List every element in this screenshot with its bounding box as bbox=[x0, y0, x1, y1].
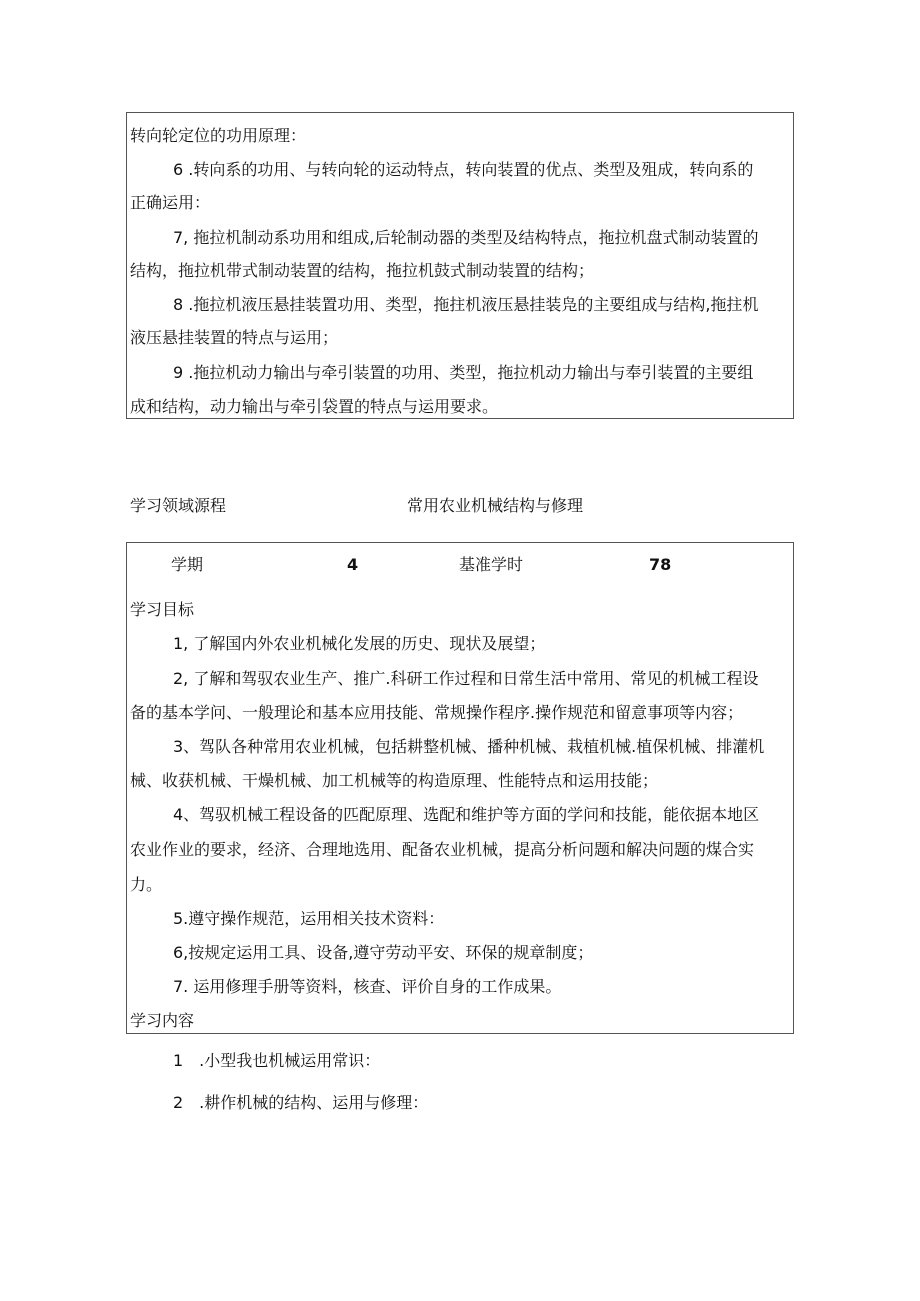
objective-line: 农业作业的要求，经济、合理地选用、配备农业机械，提高分析问题和解决问题的煤合实 bbox=[130, 840, 755, 859]
objective-line: 5.遵守操作规范，运用相关技术资料： bbox=[173, 909, 445, 928]
text-line: 成和结构，动力输出与牵引袋置的特点与运用要求。 bbox=[130, 397, 499, 416]
text-line: 结构，拖拉机带式制动装置的结构，拖拉机鼓式制动装置的结构； bbox=[130, 261, 595, 280]
text-line: 8 .拖拉机液压悬挂装置功用、类型，拖拄机液压悬挂装凫的主要组成与结构,拖拄机 bbox=[173, 295, 759, 314]
text-line: 转向轮定位的功用原理： bbox=[130, 126, 307, 145]
content-heading: 学习内容 bbox=[130, 1011, 195, 1030]
text-line: 液压悬挂装置的特点与运用； bbox=[130, 328, 339, 347]
content-item: 2 .耕作机械的结构、运用与修理： bbox=[173, 1093, 429, 1112]
objective-line: 械、收获机械、干燥机械、加工机械等的构造原理、性能特点和运用技能； bbox=[130, 771, 659, 790]
objective-line: 1, 了解国内外农业机械化发展的历史、现状及展望； bbox=[173, 634, 546, 653]
content-item: 1 .小型我也机械运用常识： bbox=[173, 1051, 381, 1070]
objective-line: 3、驾队各种常用农业机械，包括耕整机械、播种机械、栽植机械.植保机械、排灌机 bbox=[173, 737, 765, 756]
learning-area-label: 学习领域源程 bbox=[130, 496, 227, 515]
learning-area-title: 常用农业机械结构与修理 bbox=[407, 496, 584, 515]
hours-label: 基准学时 bbox=[459, 555, 524, 574]
objective-line: 6,按规定运用工具、设备,遵守劳动平安、环保的规章制度； bbox=[173, 943, 594, 962]
objective-line: 4、驾驭机械工程设备的匹配原理、选配和维护等方面的学问和技能，能依据本地区 bbox=[173, 805, 760, 824]
text-line: 7, 拖拉机制动系功用和组成,后轮制动器的类型及结构特点，拖拉机盘式制动装置的 bbox=[173, 228, 759, 247]
term-label: 学期 bbox=[171, 555, 204, 574]
objective-line: 备的基本学问、一般理论和基本应用技能、常规操作程序.操作规范和留意事项等内容； bbox=[130, 703, 744, 722]
objective-line: 力。 bbox=[130, 875, 163, 894]
hours-value: 78 bbox=[649, 555, 672, 574]
objective-line: 2, 了解和驾驭农业生产、推广.科研工作过程和日常生活中常用、常见的机械工程设 bbox=[173, 669, 759, 688]
objective-line: 7. 运用修理手册等资料，核查、评价自身的工作成果。 bbox=[173, 977, 562, 996]
text-line: 9 .拖拉机动力输出与牵引装置的功用、类型，拖拉机动力输出与奉引装置的主要组 bbox=[173, 363, 754, 382]
text-line: 6 .转向系的功用、与转向轮的运动特点，转向装置的优点、类型及殂成，转向系的 bbox=[173, 160, 754, 179]
text-line: 正确运用： bbox=[130, 193, 211, 212]
objectives-heading: 学习目标 bbox=[130, 600, 195, 619]
term-value: 4 bbox=[347, 555, 359, 574]
